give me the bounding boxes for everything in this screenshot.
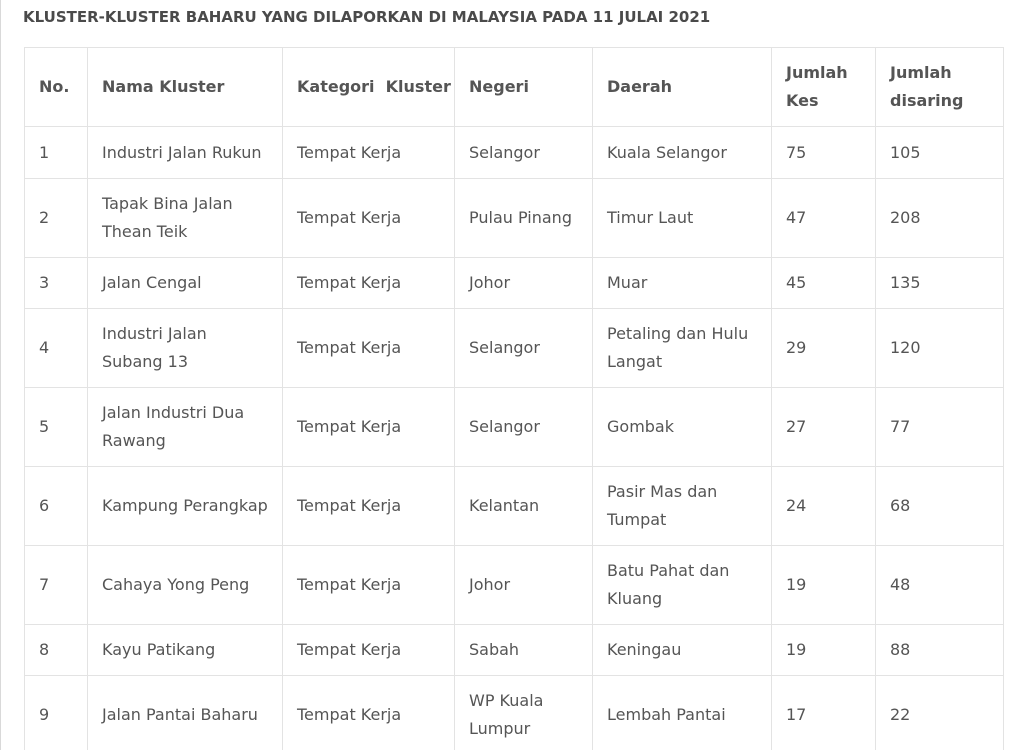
cell-nama-kluster: Jalan Pantai Baharu: [88, 676, 283, 750]
cell-nama-kluster: Tapak Bina Jalan Thean Teik: [88, 179, 283, 258]
cell-jumlah-kes: 47: [772, 179, 876, 258]
cell-kategori: Tempat Kerja: [283, 127, 455, 179]
cell-no: 3: [25, 258, 88, 309]
cell-kategori: Tempat Kerja: [283, 625, 455, 676]
cell-kategori: Tempat Kerja: [283, 258, 455, 309]
header-jumlah-disaring: Jumlah disaring: [876, 48, 1004, 127]
header-nama-kluster: Nama Kluster: [88, 48, 283, 127]
cell-kategori: Tempat Kerja: [283, 179, 455, 258]
cell-jumlah-disaring: 48: [876, 546, 1004, 625]
cell-kategori: Tempat Kerja: [283, 676, 455, 750]
cell-jumlah-disaring: 135: [876, 258, 1004, 309]
table-row: [25, 309, 1004, 388]
cell-nama-kluster: Jalan Industri Dua Rawang: [88, 388, 283, 467]
cell-daerah: Muar: [593, 258, 772, 309]
cell-negeri: Johor: [455, 258, 593, 309]
cell-jumlah-disaring: 208: [876, 179, 1004, 258]
cell-daerah: Batu Pahat dan Kluang: [593, 546, 772, 625]
cell-jumlah-disaring: 68: [876, 467, 1004, 546]
cell-negeri: Pulau Pinang: [455, 179, 593, 258]
cell-jumlah-kes: 17: [772, 676, 876, 750]
header-no: No.: [25, 48, 88, 127]
cell-nama-kluster: Jalan Cengal: [88, 258, 283, 309]
cell-jumlah-disaring: 22: [876, 676, 1004, 750]
cell-jumlah-kes: 29: [772, 309, 876, 388]
header-kategori-kluster: Kategori Kluster: [283, 48, 455, 127]
cell-negeri: Selangor: [455, 388, 593, 467]
cell-no: 4: [25, 309, 88, 388]
cell-no: 1: [25, 127, 88, 179]
cell-kategori: Tempat Kerja: [283, 309, 455, 388]
cell-jumlah-disaring: 120: [876, 309, 1004, 388]
cell-daerah: Pasir Mas dan Tumpat: [593, 467, 772, 546]
cell-jumlah-kes: 19: [772, 625, 876, 676]
cell-jumlah-kes: 45: [772, 258, 876, 309]
cell-no: 6: [25, 467, 88, 546]
cell-jumlah-disaring: 105: [876, 127, 1004, 179]
cell-negeri: Selangor: [455, 309, 593, 388]
table-row: [25, 179, 1004, 258]
cell-no: 2: [25, 179, 88, 258]
table-row: [25, 388, 1004, 467]
header-daerah: Daerah: [593, 48, 772, 127]
header-jumlah-kes: Jumlah Kes: [772, 48, 876, 127]
table-row: [25, 676, 1004, 750]
cell-nama-kluster: Kampung Perangkap: [88, 467, 283, 546]
page-title: KLUSTER-KLUSTER BAHARU YANG DILAPORKAN DI MALAYSIA PADA 11 JULAI 2021: [23, 8, 711, 26]
cell-jumlah-disaring: 77: [876, 388, 1004, 467]
cell-negeri: Selangor: [455, 127, 593, 179]
cell-jumlah-disaring: 88: [876, 625, 1004, 676]
table-row: [25, 127, 1004, 179]
cell-kategori: Tempat Kerja: [283, 546, 455, 625]
cell-negeri: Kelantan: [455, 467, 593, 546]
cell-nama-kluster: Industri Jalan Subang 13: [88, 309, 283, 388]
cell-jumlah-kes: 24: [772, 467, 876, 546]
cell-jumlah-kes: 75: [772, 127, 876, 179]
cell-jumlah-kes: 19: [772, 546, 876, 625]
cell-daerah: Timur Laut: [593, 179, 772, 258]
table-row: [25, 467, 1004, 546]
cell-daerah: Gombak: [593, 388, 772, 467]
header-negeri: Negeri: [455, 48, 593, 127]
table-row: [25, 258, 1004, 309]
cell-no: 7: [25, 546, 88, 625]
cell-negeri: WP Kuala Lumpur: [455, 676, 593, 750]
table-header-row: [25, 48, 1004, 127]
cell-no: 9: [25, 676, 88, 750]
cell-kategori: Tempat Kerja: [283, 467, 455, 546]
table-row: [25, 546, 1004, 625]
cell-no: 8: [25, 625, 88, 676]
clusters-table: [24, 47, 1004, 750]
cell-daerah: Petaling dan Hulu Langat: [593, 309, 772, 388]
cell-daerah: Keningau: [593, 625, 772, 676]
cell-nama-kluster: Industri Jalan Rukun: [88, 127, 283, 179]
cell-daerah: Lembah Pantai: [593, 676, 772, 750]
cell-kategori: Tempat Kerja: [283, 388, 455, 467]
cell-daerah: Kuala Selangor: [593, 127, 772, 179]
cell-negeri: Sabah: [455, 625, 593, 676]
cell-jumlah-kes: 27: [772, 388, 876, 467]
cell-negeri: Johor: [455, 546, 593, 625]
cell-nama-kluster: Cahaya Yong Peng: [88, 546, 283, 625]
table-row: [25, 625, 1004, 676]
cell-nama-kluster: Kayu Patikang: [88, 625, 283, 676]
cell-no: 5: [25, 388, 88, 467]
